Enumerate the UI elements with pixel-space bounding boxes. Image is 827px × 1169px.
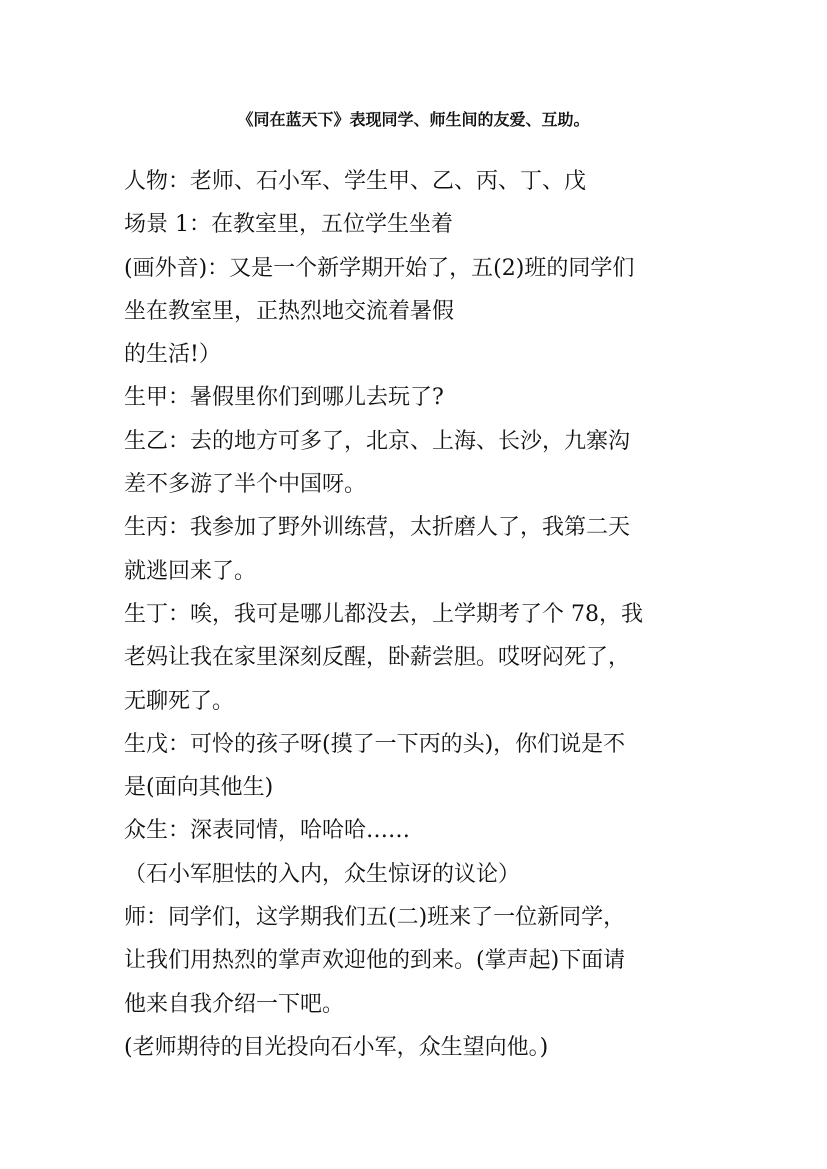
text-line: 是(面向其他生) — [124, 775, 274, 801]
text-line: 的生活!） — [124, 342, 221, 368]
text-line: 无聊死了。 — [124, 688, 235, 714]
text-line: (画外音)：又是一个新学期开始了，五(2)班的同学们 — [124, 255, 635, 281]
text-line: 生乙：去的地方可多了，北京、上海、长沙，九寨沟 — [124, 428, 631, 454]
text-line: 生丁：唉，我可是哪儿都没去，上学期考了个 78，我 — [124, 601, 643, 627]
text-line: 让我们用热烈的掌声欢迎他的到来。(掌声起)下面请 — [124, 948, 626, 974]
text-line: 师：同学们，这学期我们五(二)班来了一位新同学， — [124, 905, 626, 931]
text-line: 生戊：可怜的孩子呀(摸了一下丙的头)，你们说是不 — [124, 731, 626, 757]
text-line: 差不多游了半个中国呀。 — [124, 472, 367, 498]
text-line: 生丙：我参加了野外训练营，太折磨人了，我第二天 — [124, 515, 631, 541]
script-body — [124, 160, 714, 1069]
text-line-scene: 场景 1：在教室里，五位学生坐着 — [124, 212, 453, 238]
text-line: 坐在教室里，正热烈地交流着暑假 — [124, 298, 455, 324]
text-line: 就逃回来了。 — [124, 558, 257, 584]
text-line-cast: 人物：老师、石小军、学生甲、乙、丙、丁、戊 — [124, 169, 587, 194]
text-line: 生甲：暑假里你们到哪儿去玩了? — [124, 385, 444, 411]
text-line: (老师期待的目光投向石小军，众生望向他。) — [124, 1034, 549, 1060]
text-line: 众生：深表同情，哈哈哈…… — [124, 818, 411, 844]
document-title: 《同在蓝天下》表现同学、师生间的友爱、互助。 — [237, 110, 590, 129]
text-line: （石小军胆怯的入内，众生惊讶的议论） — [124, 861, 521, 887]
text-line: 老妈让我在家里深刻反醒，卧薪尝胆。哎呀闷死了， — [124, 645, 631, 671]
text-line: 他来自我介绍一下吧。 — [124, 991, 345, 1017]
